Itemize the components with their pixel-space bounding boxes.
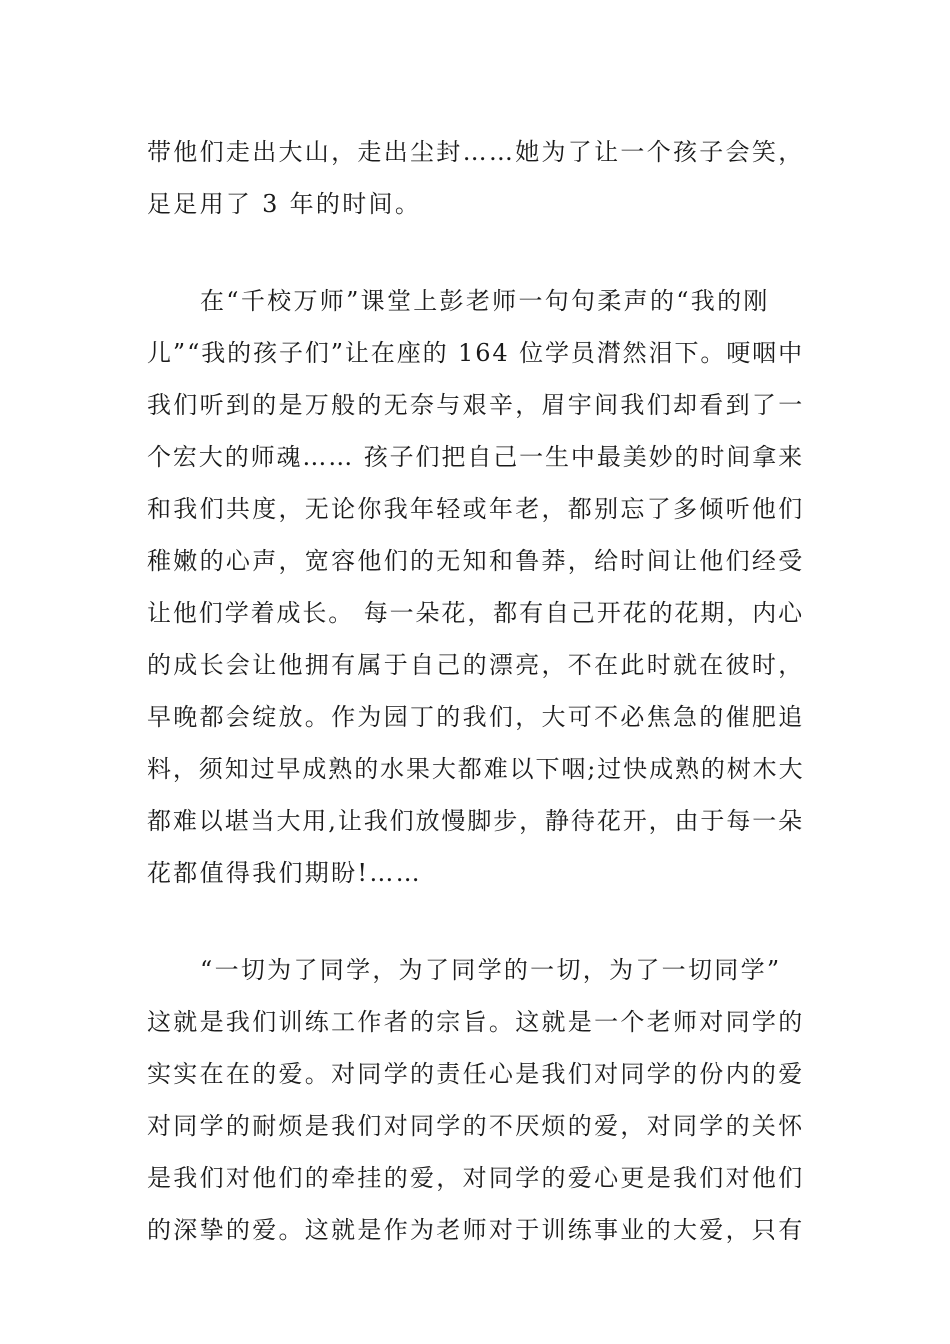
text-line: 实实在在的爱。对同学的责任心是我们对同学的份内的爱 [147, 1060, 805, 1088]
text-line: 在“千校万师”课堂上彭老师一句句柔声的“我的刚 [200, 287, 770, 315]
text-line: 儿”“我的孩子们”让在座的 164 位学员潸然泪下。哽咽中 [147, 339, 804, 367]
text-line: 都难以堪当大用,让我们放慢脚步，静待花开，由于每一朵 [147, 807, 805, 835]
text-line: 我们听到的是万般的无奈与艰辛，眉宇间我们却看到了一 [147, 391, 805, 419]
text-line: 的深挚的爱。这就是作为老师对于训练事业的大爱，只有 [147, 1216, 805, 1244]
text-line: “一切为了同学，为了同学的一切，为了一切同学” [200, 956, 782, 984]
text-line: 个宏大的师魂…… 孩子们把自己一生中最美妙的时间拿来 [147, 443, 805, 471]
text-line: 稚嫩的心声，宽容他们的无知和鲁莽，给时间让他们经受 [147, 547, 805, 575]
text-line: 带他们走出大山，走出尘封……她为了让一个孩子会笑， [147, 138, 805, 166]
text-line: 对同学的耐烦是我们对同学的不厌烦的爱，对同学的关怀 [147, 1112, 805, 1140]
text-line: 花都值得我们期盼!…… [147, 859, 422, 887]
text-line: 的成长会让他拥有属于自己的漂亮，不在此时就在彼时， [147, 651, 805, 679]
text-line: 料，须知过早成熟的水果大都难以下咽;过快成熟的树木大 [147, 755, 805, 783]
text-line: 是我们对他们的牵挂的爱，对同学的爱心更是我们对他们 [147, 1164, 805, 1192]
text-line: 早晚都会绽放。作为园丁的我们，大可不必焦急的催肥追 [147, 703, 805, 731]
text-line: 足足用了 3 年的时间。 [147, 190, 422, 218]
text-line: 和我们共度，无论你我年轻或年老，都别忘了多倾听他们 [147, 495, 805, 523]
text-line: 这就是我们训练工作者的宗旨。这就是一个老师对同学的 [147, 1008, 805, 1036]
text-line: 让他们学着成长。 每一朵花，都有自己开花的花期，内心 [147, 599, 805, 627]
